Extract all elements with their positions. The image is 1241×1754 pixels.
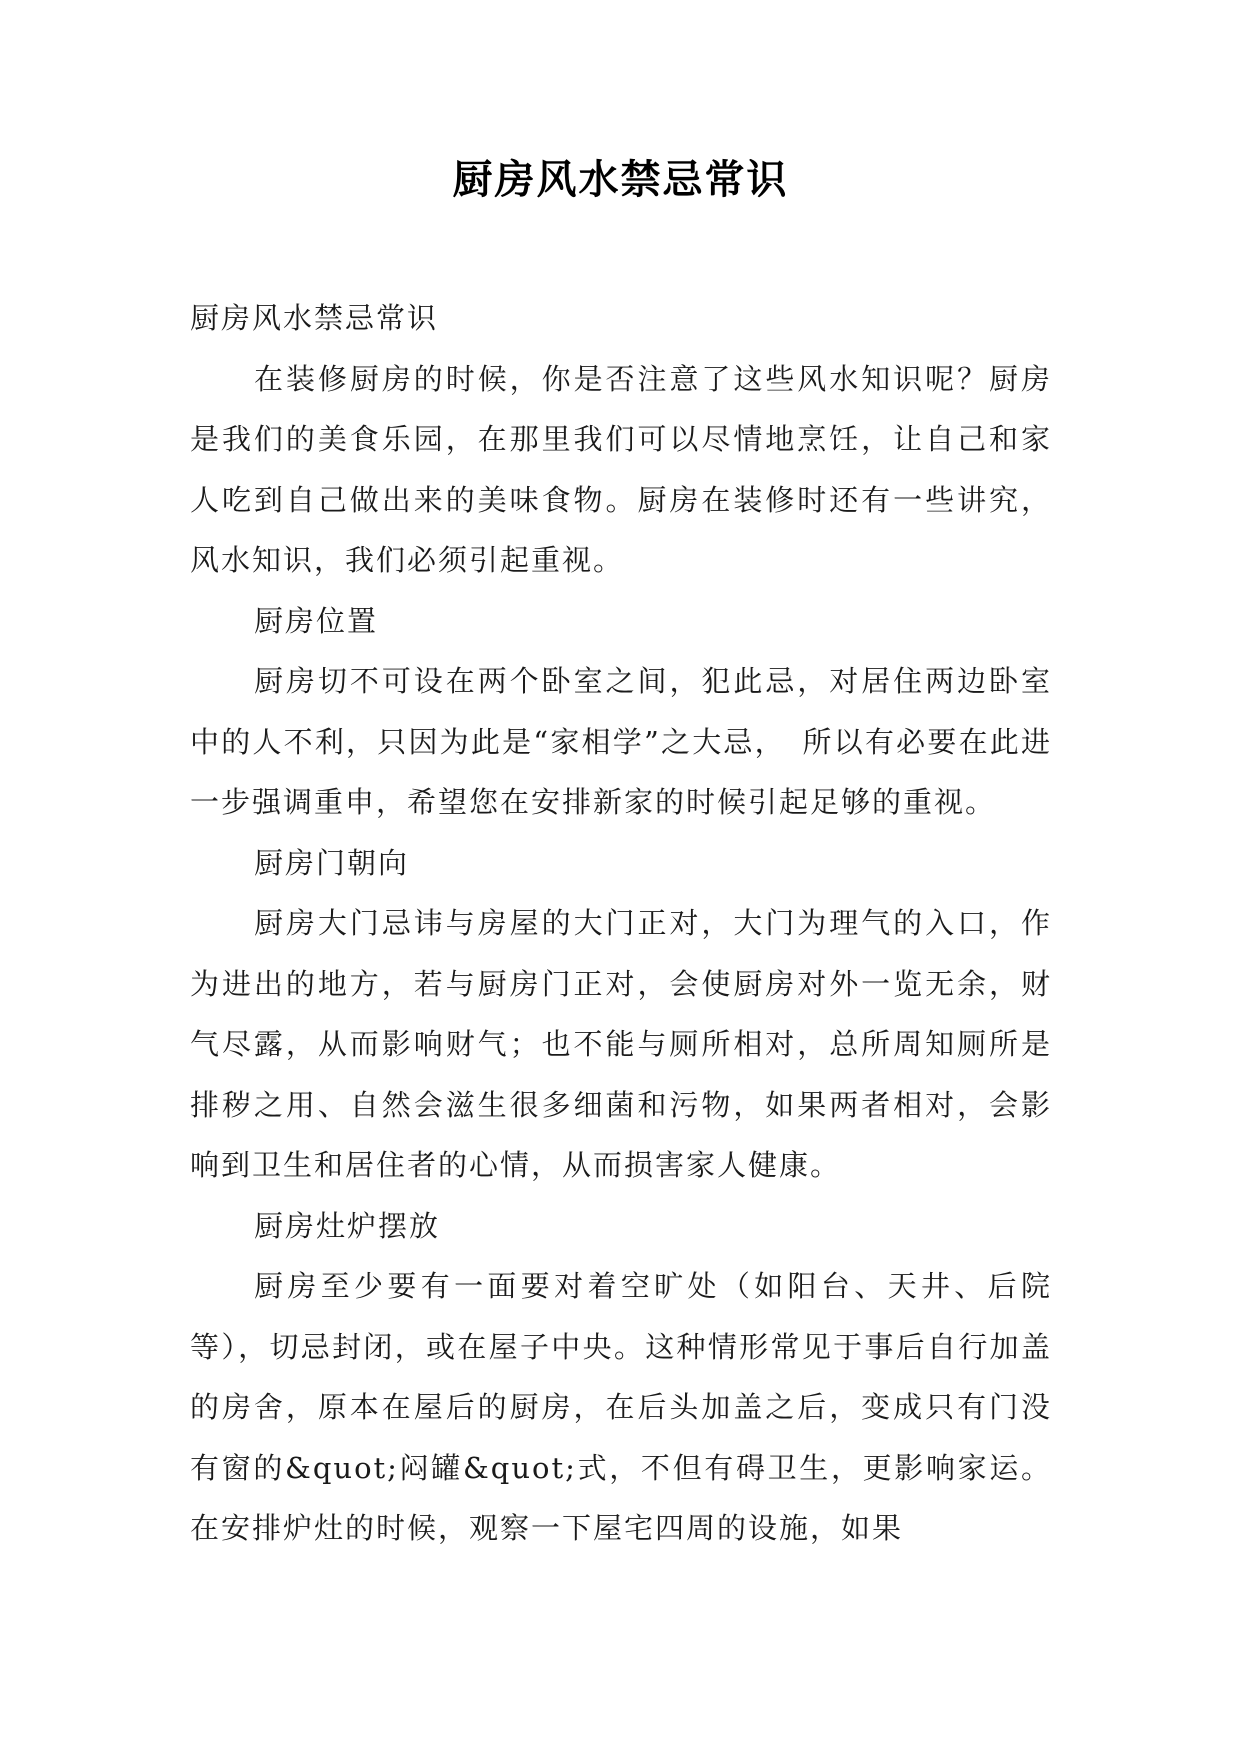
intro-heading: 厨房风水禁忌常识 [190, 301, 439, 335]
document-body [190, 288, 1052, 1559]
section-heading-stove: 厨房灶炉摆放 [254, 1208, 441, 1243]
document-title: 厨房风水禁忌常识 [452, 156, 789, 203]
location-paragraph: 厨房切不可设在两个卧室之间，犯此忌，对居住两边卧室中的人不利，只因为此是“家相学”之大忌， 所以有必要在此进一步强调重申，希望您在安排新家的时候引起足够的重视。 [190, 664, 1052, 819]
section-heading-location: 厨房位置 [254, 603, 379, 638]
door-paragraph: 厨房大门忌讳与房屋的大门正对，大门为理气的入口，作为进出的地方，若与厨房门正对，会使厨房对外一览无余，财气尽露，从而影响财气；也不能与厕所相对，总所周知厕所是排秽之用、自然会滋生很多细菌和污物，如果两者相对，会影响到卫生和居住者的心情，从而损害家人健康。 [190, 906, 1052, 1182]
intro-paragraph: 在装修厨房的时候，你是否注意了这些风水知识呢？厨房是我们的美食乐园，在那里我们可以尽情地烹饪，让自己和家人吃到自己做出来的美味食物。厨房在装修时还有一些讲究，风水知识，我们必须引起重视。 [190, 361, 1052, 577]
stove-paragraph: 厨房至少要有一面要对着空旷处（如阳台、天井、后院等），切忌封闭，或在屋子中央。这种情形常见于事后自行加盖的房舍，原本在屋后的厨房，在后头加盖之后，变成只有门没有窗的&quot;闷罐&quot;式，不但有碍卫生，更影响家运。在安排炉灶的时候，观察一下屋宅四周的设施，如果 [190, 1269, 1052, 1545]
section-heading-door: 厨房门朝向 [254, 845, 410, 880]
